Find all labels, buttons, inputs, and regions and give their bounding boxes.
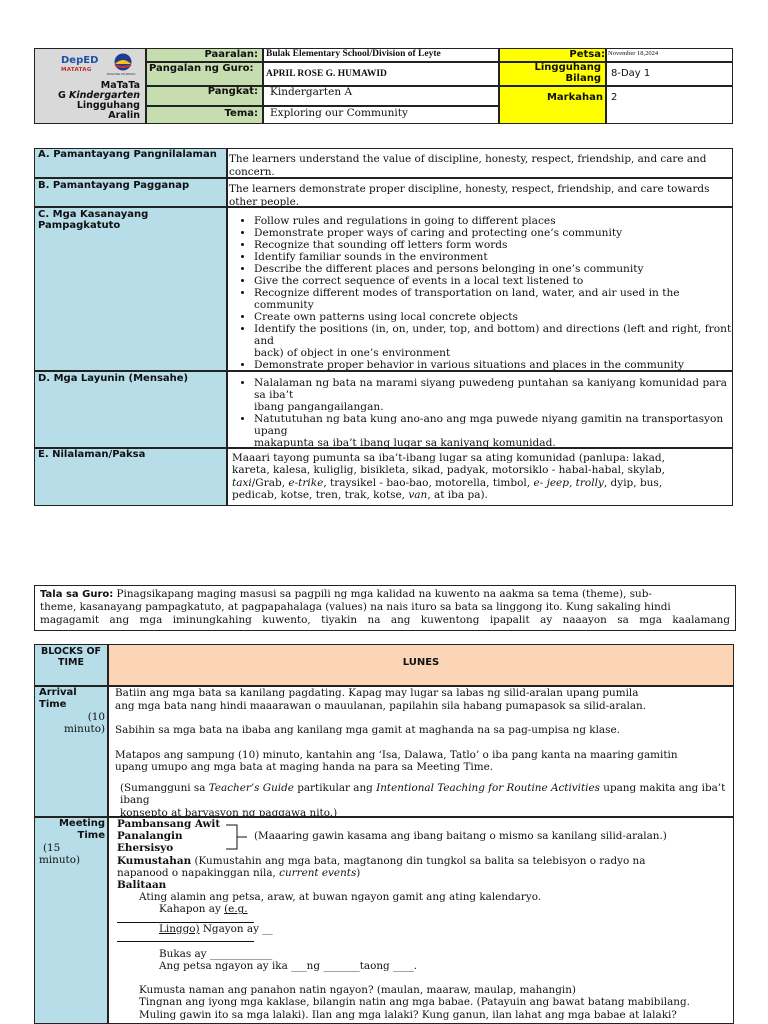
pangkat-label: Pangkat: — [146, 86, 263, 106]
competency-item: • Recognize that sounding off letters form words — [254, 239, 734, 251]
markahan-label-cell — [499, 86, 606, 124]
bilang-label-cell — [499, 62, 606, 86]
markahan-cell — [606, 86, 733, 124]
meeting-time-label: Meeting Time (15 minuto) — [39, 818, 105, 866]
meeting-time-label-cell — [34, 817, 108, 1024]
tema-label: Tema: — [146, 106, 263, 124]
blocks-of-time-header: BLOCKS OF TIME — [34, 644, 108, 686]
logo-caption — [58, 81, 140, 121]
matatag-logo-text: MATATAG — [61, 67, 92, 73]
competency-list — [236, 215, 734, 371]
logo-caption-line1: MaTaTa — [100, 80, 140, 91]
standard-e-label: E. Nilalaman/Paksa — [38, 449, 146, 460]
standard-c-label-cell — [34, 207, 227, 371]
standard-b-label: B. Pamantayang Pagganap — [38, 180, 190, 191]
competency-item: • Create own patterns using local concrete objects — [254, 311, 734, 323]
bilang-value: 8-Day 1 — [611, 68, 651, 79]
standard-d-list-cell — [227, 371, 733, 448]
pangkat-cell — [263, 86, 499, 106]
meeting-time-content-cell — [108, 817, 734, 1024]
objective-item: • Natututuhan ng bata kung ano-ano ang mga puwede niyang gamitin na transportasyon upang makapunta sa iba’t ibang lugar sa kaniyang komunidad. — [254, 413, 739, 449]
standard-a-label: A. Pamantayang Pangnilalaman — [38, 149, 217, 160]
competency-item: • Demonstrate proper ways of caring and protecting one’s community — [254, 227, 734, 239]
tema-value: Exploring our Community — [270, 107, 408, 119]
paaralan-label: Paaralan: — [146, 48, 263, 62]
paaralan-value: Bulak Elementary School/Division of Leyte — [266, 49, 441, 59]
standard-e-text-cell — [227, 448, 733, 506]
bagong-pilipinas-logo — [109, 53, 137, 77]
brace-icon — [225, 824, 249, 854]
teacher-note-box — [34, 585, 736, 631]
competency-item-continued: back) of object in one’s environment — [254, 347, 451, 359]
standard-d-label-cell — [34, 371, 227, 448]
standard-a-text-cell — [227, 148, 733, 178]
teacher-note-label: Tala sa Guro: — [40, 589, 114, 600]
pangkat-value: Kindergarten A — [270, 86, 353, 98]
standard-c-label: C. Mga Kasanayang Pampagkatuto — [38, 209, 149, 231]
standard-d-label: D. Mga Layunin (Mensahe) — [38, 373, 189, 384]
standard-b-label-cell — [34, 178, 227, 207]
guro-label-cell — [146, 62, 263, 86]
competency-item: • Identify the positions (in, on, under, top, and bottom) and directions (left and right, front and — [254, 323, 734, 347]
competency-item: • Recognize different modes of transportation on land, water, and air used in the community — [254, 287, 734, 311]
meeting-time-content: Pambansang Awit Panalangin Ehersisyo Kumustahan (Kumustahin ang mga bata, magtanong din tungkol sa balita sa telebisyon o radyo na napanood o napakinggan nila, current events) Balitaan Ating alamin ang petsa, araw, at buwan ngayon gamit ang ating kalendaryo. Kahapon ay (e.g. Linggo) Ngayon ay __ Bukas ay ____________ Ang petsa ngayon ay ika ___ng _______taong ____. Kumusta naman ang panahon natin ngayon? (maulan, maaraw, maulap, mahangin) Tingnan ang iyong mga kaklase, bilangin natin ang mga babae. (Patayuin ang bawat batang mabibilang. Muling gawin ito sa mga lalaki). Ilan ang mga lalaki? Kung ganun, ilan lahat ang mga babae at lalaki? — [117, 818, 690, 1021]
standard-b-text-cell — [227, 178, 733, 207]
standard-c-list-cell — [227, 207, 733, 371]
guro-cell — [263, 62, 499, 86]
standard-e-label-cell — [34, 448, 227, 506]
standard-b-text: The learners demonstrate proper discipline, honesty, respect, friendship, and care towards other people. — [229, 183, 710, 208]
teacher-note-text: Tala sa Guro: Pinagsikapang maging masusi sa pagpili ng mga kalidad na kuwento na aakma sa tema (theme), sub- theme, kasanayang pampagkatuto, at pagpapahalaga (values) na nais ituro sa bata sa linggong ito. Kung sakaling hindi magagamit ang mga iminungkahing kuwento, tiyakin na ang kuwentong ipapalit ay naaayon sa mga kaalamang — [40, 588, 730, 626]
deped-logo-text: DepED — [61, 55, 99, 66]
competency-item: • Describe the different places and persons belonging in one’s community — [254, 263, 734, 275]
markahan-label: Markahan — [546, 92, 603, 103]
arrival-time-content-cell — [108, 686, 734, 817]
objective-item: • Nalalaman ng bata na marami siyang puwedeng puntahan sa kaniyang komunidad para sa iba’t ibang pangangailangan. — [254, 377, 739, 413]
bilang-label: Lingguhang Bilang — [534, 62, 601, 84]
logo-cell — [34, 48, 146, 124]
logo-caption-line2: G Kindergarten — [57, 90, 140, 101]
bagong-pilipinas-text: BAGONG PILIPINAS — [107, 72, 136, 76]
petsa-label: Petsa: — [569, 49, 605, 60]
markahan-value: 2 — [611, 92, 618, 103]
standard-a-label-cell — [34, 148, 227, 178]
petsa-value: November 18,2024 — [608, 50, 659, 57]
competency-item: • Give the correct sequence of events in a local text listened to — [254, 275, 734, 287]
standard-a-text: The learners understand the value of discipline, honesty, respect, friendship, and care and concern. — [229, 153, 707, 178]
guro-label: Pangalan ng Guro: — [149, 63, 254, 74]
petsa-cell — [606, 48, 733, 62]
deped-logo — [59, 53, 107, 79]
bagong-pilipinas-icon — [109, 53, 137, 71]
competency-item: • Demonstrate proper behavior in various situations and places in the community — [254, 359, 734, 371]
guro-value: APRIL ROSE G. HUMAWID — [266, 69, 387, 79]
logo-caption-line3: Lingguhang — [76, 100, 140, 111]
tema-cell — [263, 106, 499, 124]
arrival-time-content: Batiin ang mga bata sa kanilang pagdating. Kapag may lugar sa labas ng silid-aralan upang pumila ang mga bata nang hindi maaarawan o mauulanan, papilahin sila habang pumapasok sa silid-aralan. Sabihin sa mga bata na ibaba ang kanilang mga gamit at maghanda na sa pag-umpisa ng klase. Matapos ang sampung (10) minuto, kantahin ang ‘Isa, Dalawa, Tatlo’ o iba pang kanta na maaring gamitin upang umupo ang mga bata at maging handa na para sa Meeting Time. (Sumangguni sa Teacher’s Guide partikular ang Intentional Teaching for Routine Activities upang makita ang iba’t ibang konsepto at baryasyon ng paggawa nito.) — [115, 687, 726, 819]
paaralan-cell — [263, 48, 499, 62]
petsa-label-cell — [499, 48, 606, 62]
content-topic-text: Maaari tayong pumunta sa iba’t-ibang lugar sa ating komunidad (panlupa: lakad, kareta, kalesa, kuliglig, bisikleta, sikad, padyak, motorsiklo - habal-habal, skylab, taxi/Grab, e-trike, traysikel - bao-bao, motorella, timbol, e- jeep, trolly, dyip, bus, pedicab, kotse, tren, trak, kotse, van, at iba pa). — [232, 452, 665, 502]
logo-caption-line4: Aralin — [108, 110, 140, 121]
arrival-time-label-cell — [34, 686, 108, 817]
routine-note: (Maaaring gawin kasama ang ibang baitang o mismo sa kanilang silid-aralan.) — [254, 830, 667, 842]
bilang-cell — [606, 62, 733, 86]
arrival-time-label: Arrival Time (10 minuto) — [39, 687, 105, 735]
competency-item: • Identify familiar sounds in the environment — [254, 251, 734, 263]
competency-item: • Follow rules and regulations in going to different places — [254, 215, 734, 227]
lunes-header — [108, 644, 734, 686]
lunes-header-text: LUNES — [402, 657, 440, 668]
objective-list — [236, 377, 739, 449]
